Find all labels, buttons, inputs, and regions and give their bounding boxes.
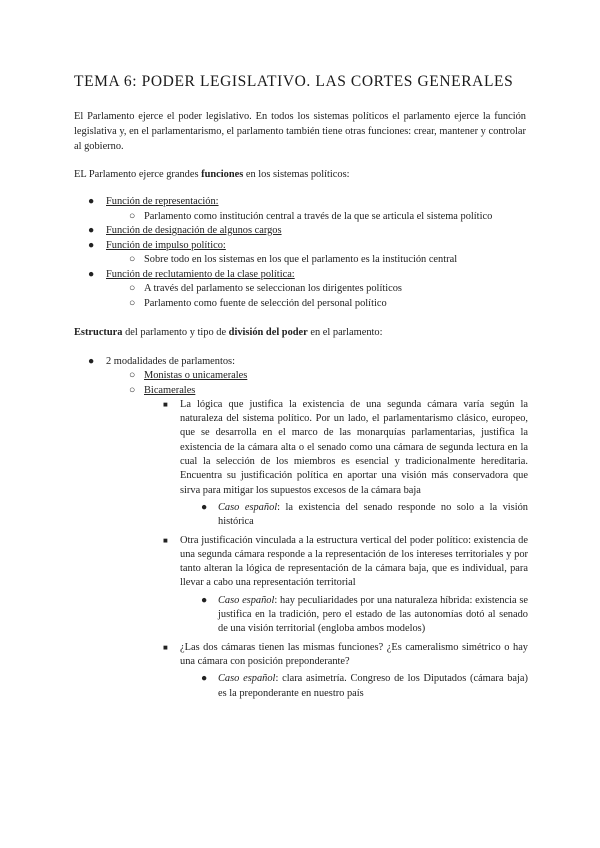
list-item: ● Función de impulso político: (88, 239, 528, 254)
bullet-icon: ● (88, 196, 95, 207)
circle-bullet-icon: ○ (129, 254, 136, 265)
square-bullet-icon: ■ (163, 399, 168, 409)
list-item: ● 2 modalidades de parlamentos: (88, 355, 528, 369)
bullet-icon: ● (88, 356, 95, 367)
list-item: ● Función de representación: (88, 195, 528, 210)
bullet-icon: ● (88, 239, 95, 251)
page-title: TEMA 6: PODER LEGISLATIVO. LAS CORTES GENERALES (74, 73, 514, 90)
intro-paragraph: El Parlamento ejerce el poder legislativo. En todos los sistemas políticos el parlamento ejerce la función legislativa y, en el parlamentarismo, el parlamento también tiene otras funciones: crear, mantener y controlar al gobierno. (74, 111, 526, 152)
list-item: ● Caso español: la existencia del senado responde no solo a la visión histórica (201, 501, 528, 528)
list-item: ○ A través del parlamento se seleccionan los dirigentes políticos (88, 282, 528, 297)
list-item: ● Caso español: hay peculiaridades por una naturaleza híbrida: existencia se justifica en la tradición, pero el estado de las autonomías dotó al senado de una visión territorial (engloba ambos modelos) (201, 594, 528, 635)
functions-intro: EL Parlamento ejerce grandes funciones en los sistemas políticos: (74, 169, 350, 180)
list-item: ● Función de reclutamiento de la clase política: (88, 268, 528, 283)
list-item: ■ La lógica que justifica la existencia de una segunda cámara varía según la naturaleza del sistema político. Por un lado, el parlamentarismo clásico, europeo, que se desarrolla en el marco de las monarquías parlamentarias, justifica la existencia de la cámara alta o el senado como una cámara de segunda lectura en la cual la selección de los miembros es esencial y tradicionalmente hereditaria. Encuentra su justificación política en aportar una visión más conservadora que sirva para mitigar los supuestos excesos de la cámara baja (163, 398, 528, 496)
list-item: ○ Sobre todo en los sistemas en los que el parlamento es la institución central (88, 253, 528, 268)
list-item: ○ Monistas o unicamerales (88, 369, 528, 383)
bullet-icon: ● (201, 673, 208, 685)
list-item: ■ ¿Las dos cámaras tienen las mismas funciones? ¿Es cameralismo simétrico o hay una cámara con posición preponderante? (163, 641, 528, 667)
circle-bullet-icon: ○ (129, 283, 136, 294)
structure-intro: Estructura del parlamento y tipo de división del poder en el parlamento: (74, 327, 383, 338)
circle-bullet-icon: ○ (129, 297, 136, 309)
bullet-icon: ● (201, 594, 208, 606)
list-item: ○ Parlamento como institución central a través de la que se articula el sistema político (88, 210, 528, 225)
circle-bullet-icon: ○ (129, 370, 136, 382)
list-item: ● Función de designación de algunos cargos (88, 224, 528, 239)
circle-bullet-icon: ○ (129, 210, 136, 222)
square-bullet-icon: ■ (163, 642, 168, 652)
list-item: ● Caso español: clara asimetría. Congreso de los Diputados (cámara baja) es la preponderante en nuestro país (201, 673, 528, 699)
bullet-icon: ● (88, 268, 95, 280)
list-item: ■ Otra justificación vinculada a la estructura vertical del poder político: existencia de una segunda cámara responde a la representación de los intereses territoriales y por tanto alteran la lógica de representación de la cámara baja, que es individual, para llevar a cabo una representación territorial (163, 534, 528, 589)
square-bullet-icon: ■ (163, 535, 168, 545)
circle-bullet-icon: ○ (129, 384, 136, 396)
list-item: ○ Parlamento como fuente de selección del personal político (88, 297, 528, 312)
structure-list (88, 355, 528, 701)
list-item: ○ Bicamerales (88, 384, 528, 398)
bullet-icon: ● (88, 225, 95, 236)
functions-list (88, 195, 528, 311)
bullet-icon: ● (201, 501, 208, 513)
